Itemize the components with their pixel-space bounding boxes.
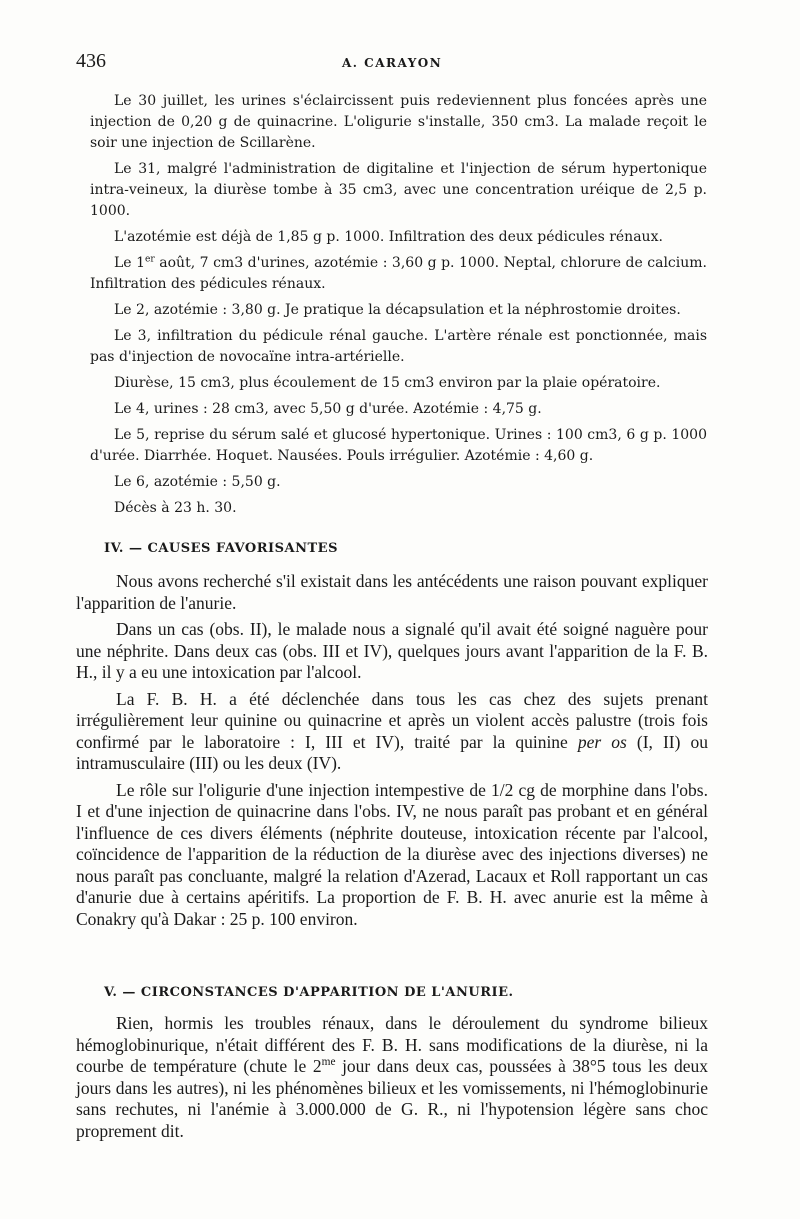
note-paragraph: Le 30 juillet, les urines s'éclaircissent puis redeviennent plus foncées après une injection de 0,20 g de quinacrine. L'oligurie s'installe, 350 cm3. La malade reçoit le soir une injection de Scillarène. (90, 93, 707, 151)
note-paragraph: Le 5, reprise du sérum salé et glucosé hypertonique. Urines : 100 cm3, 6 g p. 1000 d'urée. Diarrhée. Hoquet. Nausées. Pouls irrégulier. Azotémie : 4,60 g. (90, 427, 707, 464)
body-paragraph: Le rôle sur l'oligurie d'une injection intempestive de 1/2 cg de morphine dans l'obs. I et d'une injection de quinacrine dans l'obs. IV, ne nous paraît pas probant et en général l'influence de ces divers éléments (néphrite douteuse, intoxication récente par l'alcool, coïncidence de l'apparition de la réduction de la diurèse avec des injections diverses) ne nous paraît pas concluante, malgré la relation d'Azerad, Lacaux et Roll rapportant un cas d'anurie due à certains apéritifs. La proportion de F. B. H. avec anurie est la même à Conakry qu'à Dakar : 25 p. 100 environ. (76, 779, 708, 929)
page-number: 436 (76, 50, 106, 72)
note-paragraph: Le 4, urines : 28 cm3, avec 5,50 g d'urée. Azotémie : 4,75 g. (114, 401, 542, 417)
section-v-title: V. — CIRCONSTANCES D'APPARITION DE L'ANURIE. (104, 985, 514, 1000)
note-paragraph: Le 1er août, 7 cm3 d'urines, azotémie : 3,60 g p. 1000. Neptal, chlorure de calcium. Infiltration des pédicules rénaux. (90, 254, 707, 292)
note-paragraph: Le 2, azotémie : 3,80 g. Je pratique la décapsulation et la néphrostomie droites. (114, 302, 681, 318)
note-paragraph: Le 3, infiltration du pédicule rénal gauche. L'artère rénale est ponctionnée, mais pas d'injection de novocaïne intra-artérielle. (90, 328, 707, 365)
body-paragraph: Dans un cas (obs. II), le malade nous a signalé qu'il avait été soigné naguère pour une néphrite. Dans deux cas (obs. III et IV), quelques jours avant l'apparition de la F. B. H., il y a eu une intoxication par l'alcool. (76, 619, 708, 682)
section-v-body (76, 1013, 708, 1147)
body-paragraph: Rien, hormis les troubles rénaux, dans le déroulement du syndrome bilieux hémoglobinurique, n'était différent des F. B. H. sans modifications de la diurèse, ni la courbe de température (chute le $2^{me}$ jour dans deux cas, poussées à 38°5 tous les deux jours dans les autres), ni les phénomènes bilieux et les vomissements, ni l'hémoglobinurie sans rechutes, ni l'anémie à 3.000.000 de G. R., ni l'hypotension légère sans choc proprement dit. (76, 1013, 708, 1141)
note-paragraph: Décès à 23 h. 30. (114, 500, 237, 516)
clinical-notes (90, 91, 707, 524)
note-paragraph: Diurèse, 15 cm3, plus écoulement de 15 cm3 environ par la plaie opératoire. (114, 375, 661, 391)
body-paragraph: La F. B. H. a été déclenchée dans tous les cas chez des sujets prenant irrégulièrement leur quinine ou quinacrine et après un violent accès palustre (trois fois confirmé par le laboratoire : I, III et IV), traité par la quinine per os (I, II) ou intramusculaire (III) ou les deux (IV). (76, 688, 708, 773)
note-paragraph: Le 6, azotémie : 5,50 g. (114, 474, 281, 490)
section-iv-title: IV. — CAUSES FAVORISANTES (104, 541, 338, 556)
section-iv-body (76, 571, 708, 935)
note-paragraph: L'azotémie est déjà de 1,85 g p. 1000. Infiltration des deux pédicules rénaux. (114, 229, 663, 245)
page-header (76, 50, 704, 74)
body-paragraph: Nous avons recherché s'il existait dans les antécédents une raison pouvant expliquer l'apparition de l'anurie. (76, 571, 708, 613)
running-head: A. CARAYON (342, 56, 443, 70)
note-paragraph: Le 31, malgré l'administration de digitaline et l'injection de sérum hypertonique intra-veineux, la diurèse tombe à 35 cm3, avec une concentration uréique de 2,5 p. 1000. (90, 161, 707, 219)
